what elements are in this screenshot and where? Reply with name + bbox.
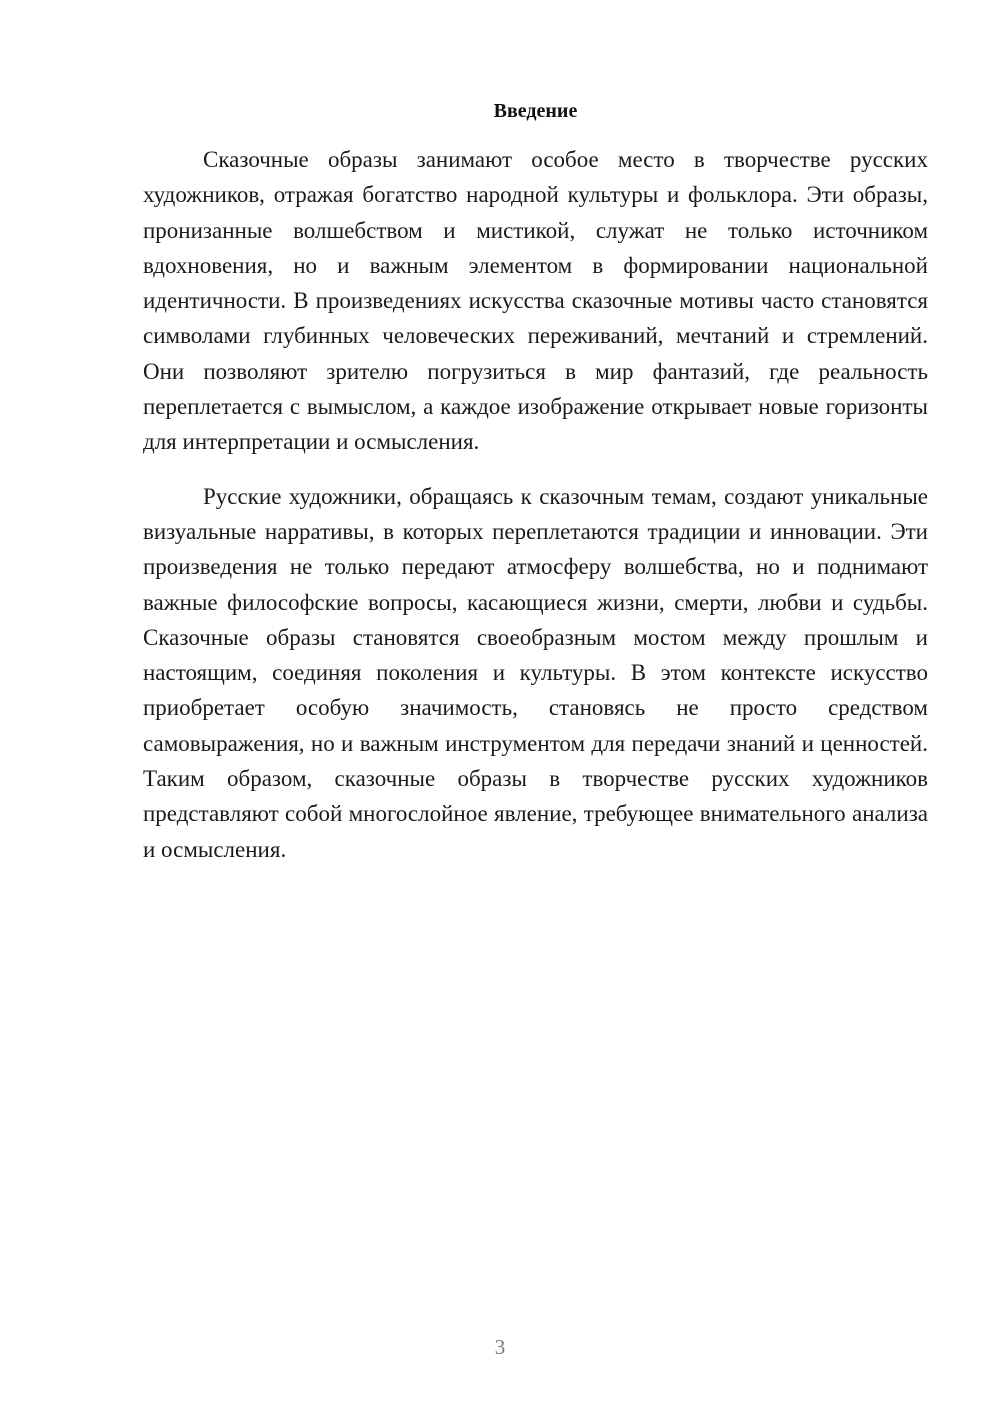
section-heading: Введение — [493, 100, 578, 122]
page-number: 3 — [494, 1335, 506, 1359]
paragraph-2: Русские художники, обращаясь к сказочным темам, создают уникальные визуальные нарративы, в которых переплетаются традиции и инновации. Эти произведения не только передают атмосферу волшебства, но и поднимают важные философские вопросы, касающиеся жизни, смерти, любви и судьбы. Сказочные образы становятся своеобразным мостом между прошлым и настоящим, соединяя поколения и культуры. В этом контексте искусство приобретает особую значимость, становясь не просто средством самовыражения, но и важным инструментом для передачи знаний и ценностей. Таким образом, сказочные образы в творчестве русских художников представляют собой многослойное явление, требующее внимательного анализа и осмысления. — [143, 483, 928, 862]
paragraph-1: Сказочные образы занимают особое место в творчестве русских художников, отражая богатство народной культуры и фольклора. Эти образы, пронизанные волшебством и мистикой, служат не только источником вдохновения, но и важным элементом в формировании национальной идентичности. В произведениях искусства сказочные мотивы часто становятся символами глубинных человеческих переживаний, мечтаний и стремлений. Они позволяют зрителю погрузиться в мир фантазий, где реальность переплетается с вымыслом, а каждое изображение открывает новые горизонты для интерпретации и осмысления. — [143, 147, 928, 455]
body-text — [143, 142, 928, 886]
